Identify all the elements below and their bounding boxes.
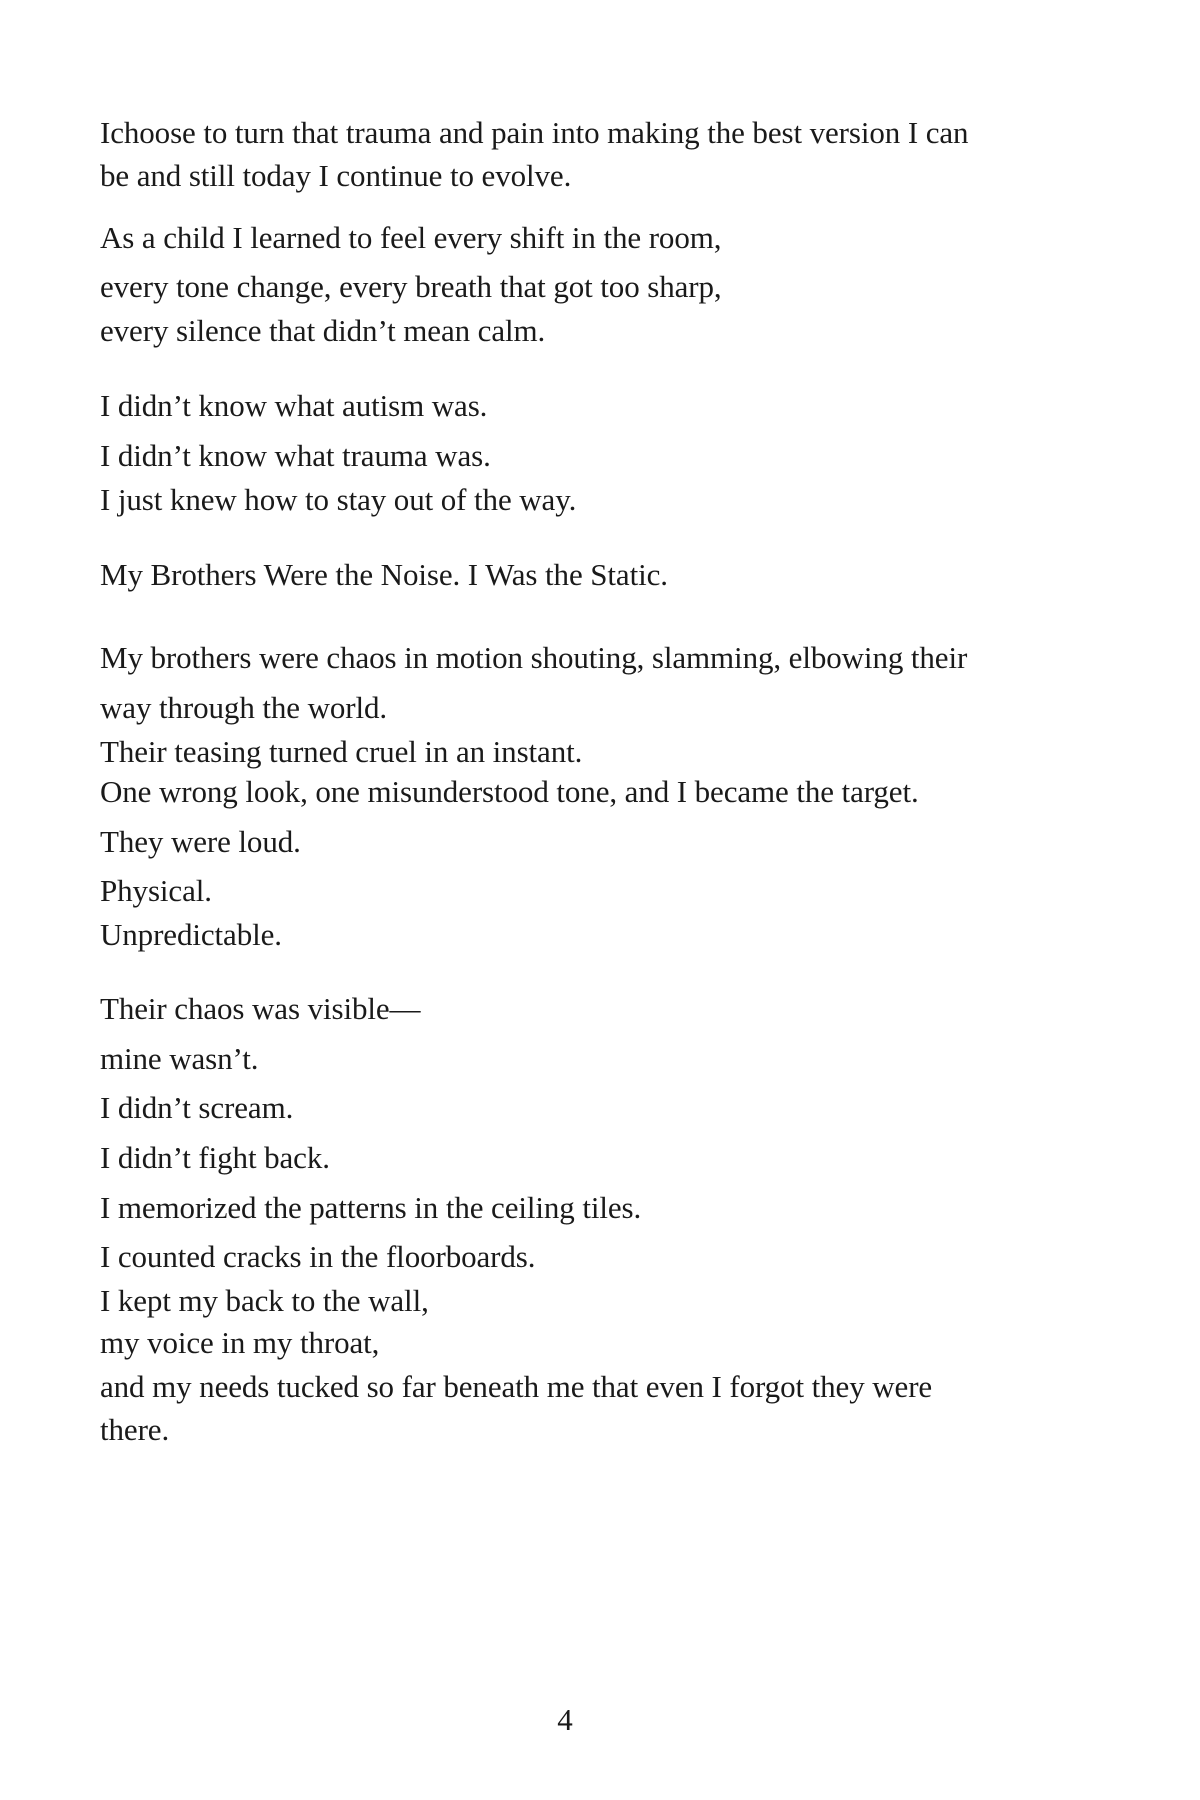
text-line: Ichoose to turn that trauma and pain into making the best version I can (100, 115, 969, 150)
text-line: I counted cracks in the floorboards. (100, 1239, 536, 1274)
text-line: my voice in my throat, (100, 1325, 380, 1360)
text-line: mine wasn’t. (100, 1041, 259, 1076)
text-line: I just knew how to stay out of the way. (100, 482, 577, 517)
text-line: Physical. (100, 873, 212, 908)
text-line: there. (100, 1412, 170, 1447)
text-line: Their teasing turned cruel in an instant. (100, 734, 583, 769)
text-line: be and still today I continue to evolve. (100, 158, 572, 193)
text-line: As a child I learned to feel every shift in the room, (100, 220, 722, 255)
text-line: I didn’t fight back. (100, 1140, 330, 1175)
text-line: I kept my back to the wall, (100, 1283, 429, 1318)
text-line: One wrong look, one misunderstood tone, and I became the target. (100, 774, 919, 809)
text-line: every silence that didn’t mean calm. (100, 313, 546, 348)
text-line: They were loud. (100, 824, 301, 859)
text-line: way through the world. (100, 690, 388, 725)
text-line: and my needs tucked so far beneath me that even I forgot they were (100, 1369, 933, 1404)
text-line: I didn’t know what autism was. (100, 388, 488, 423)
section-heading: My Brothers Were the Noise. I Was the Static. (100, 557, 668, 592)
text-line: I didn’t scream. (100, 1090, 294, 1125)
text-line: Unpredictable. (100, 917, 282, 952)
page-number: 4 (557, 1702, 573, 1737)
text-line: Their chaos was visible— (100, 991, 421, 1026)
text-line: I memorized the patterns in the ceiling tiles. (100, 1190, 642, 1225)
text-line: every tone change, every breath that got too sharp, (100, 269, 722, 304)
text-line: I didn’t know what trauma was. (100, 438, 491, 473)
text-line: My brothers were chaos in motion shouting, slamming, elbowing their (100, 640, 968, 675)
